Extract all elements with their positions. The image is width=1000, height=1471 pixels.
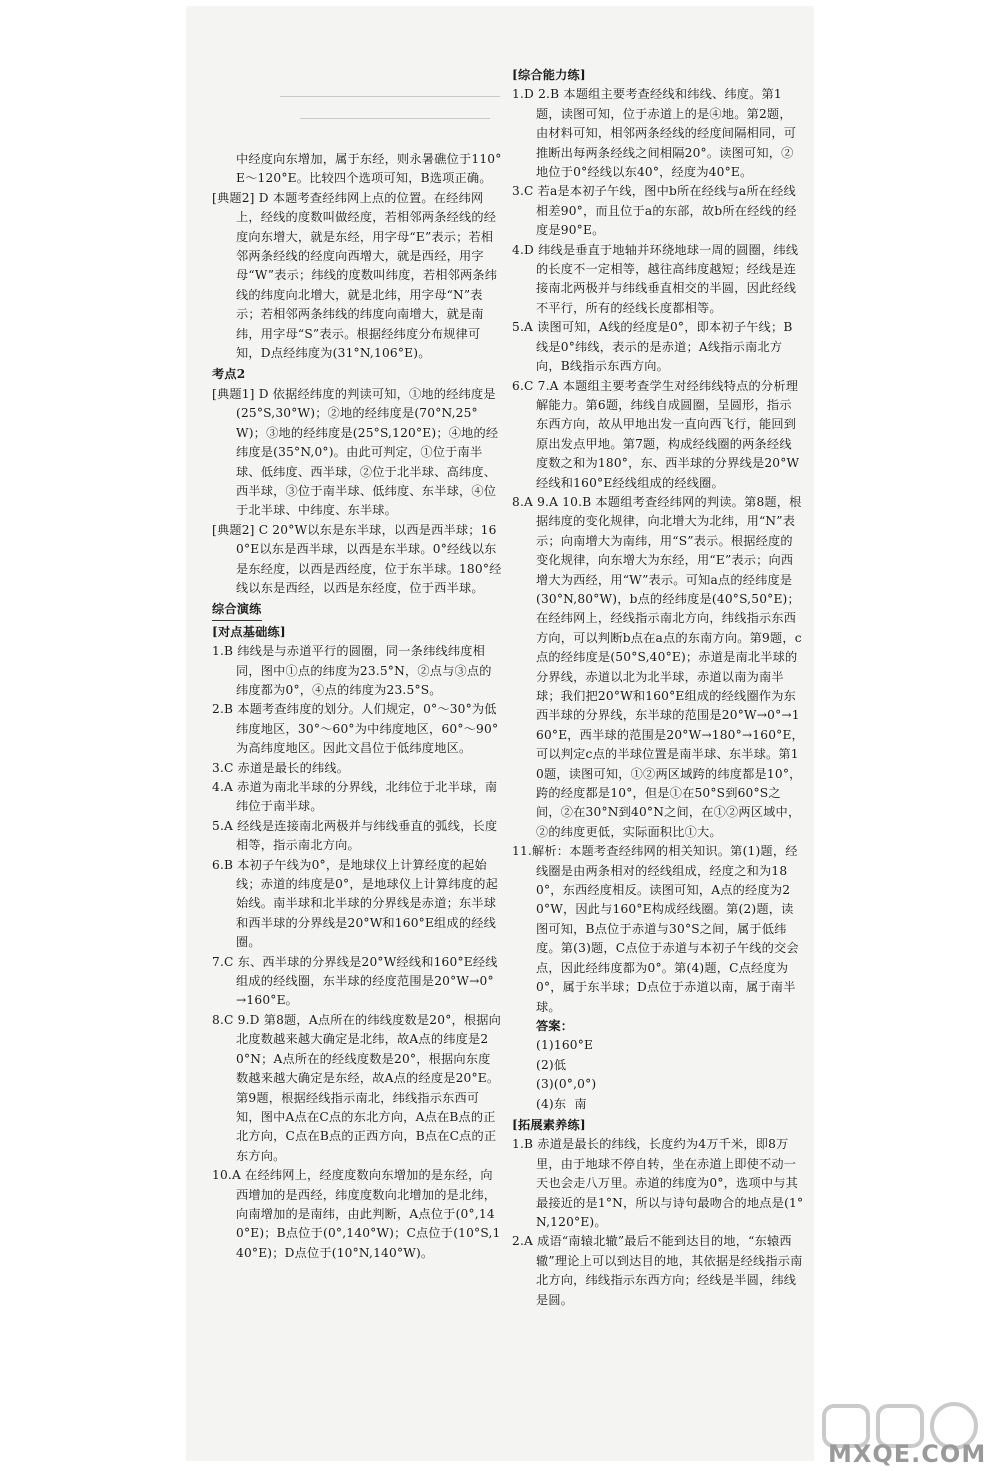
- answer-part: (4)东 南: [536, 1096, 587, 1111]
- section-basic-practice: [对点基础练]: [212, 624, 286, 639]
- answer-item: 6.B 本初子午线为0°，是地球仪上计算经度的起始线；赤道的纬度是0°，是地球仪上计算纬度的起始线。南半球和北半球的分界线是赤道；东半球和西半球的分界线是20°W和160°E组成的经线圈。: [212, 857, 498, 950]
- section-extension-practice: [拓展素养练]: [512, 1117, 586, 1132]
- answer-part: (1)160°E: [536, 1038, 594, 1053]
- right-column: [512, 64, 804, 1310]
- section-comprehensive-practice: 综合演练: [212, 600, 262, 620]
- answer-part: (3)(0°,0°): [536, 1077, 597, 1092]
- answer-item: 7.C 东、西半球的分界线是20°W经线和160°E经线组成的经线圈，东半球的经度范围是20°W→0°→160°E。: [212, 954, 498, 1008]
- answer-item: 8.C 9.D 第8题，A点所在的纬线度数是20°，根据向北度数越来越大确定是北纬，故A点的纬度是20°N；A点所在的经线度数是20°，根据向东度数越来越大确定是东经，故A点的经度是20°E。第9题，根据经线指示南北，纬线指示东西可知，图中A点在C点的东北方向，A点在B点的正北方向，C点在B点的正西方向，B点在C点的正东方向。: [212, 1012, 502, 1163]
- k2-example-1-answer: [典题1] D 依据经纬度的判读可知，①地的经纬度是(25°S,30°W)；②地的经纬度是(70°N,25°W)；③地的经纬度是(25°S,120°E)；④地的经纬度是(35°N,0°)。由此可判定，①位于南半球、低纬度、西半球，②位于北半球、高纬度、西半球，③位于南半球、低纬度、东半球，④位于北半球、中纬度、东半球。: [212, 386, 499, 518]
- answer-part: (2)低: [536, 1057, 567, 1072]
- answer-item: 3.C 赤道是最长的纬线。: [212, 760, 350, 775]
- scan-artifact: [300, 118, 490, 119]
- answer-label: 答案：: [536, 1018, 574, 1033]
- answer-item: 2.A 成语“南辕北辙”最后不能到达目的地，“东辕西辙”理论上可以到达目的地，其依据是经线指示南北方向，纬线指示东西方向；经线是半圆，纬线是圆。: [512, 1234, 803, 1307]
- scan-artifact: [280, 96, 500, 97]
- answer-item: 3.C 若a是本初子午线，图中b所在经线与a所在经线相差90°，而且位于a的东部，故b所在经线的经度是90°E。: [512, 184, 797, 238]
- answer-item: 5.A 读图可知，A线的经度是0°，即本初子午线；B线是0°纬线，表示的是赤道；A线指示南北方向，B线指示东西方向。: [512, 320, 793, 374]
- answer-item: 1.D 2.B 本题组主要考查经线和纬线、纬度。第1题，读图可知，位于赤道上的是④地。第2题，由材料可知，相邻两条经线的经度间隔相同，可推断出每两条经线之间相隔20°。读图可知，②地位于0°经线以东40°，经度为40°E。: [512, 87, 797, 180]
- example-2-answer: [典题2] D 本题考查经纬网上点的位置。在经纬网上，经线的度数叫做经度，若相邻两条经线的经度向东增大，就是东经，用字母“E”表示；若相邻两条经线的经度向西增大，就是西经，用字母“W”表示；纬线的度数叫纬度，若相邻两条纬线的纬度向北增大，就是北纬，用字母“N”表示；若相邻两条纬线的纬度向南增大，就是南纬，用字母“S”表示。根据经纬度分布规律可知，D点经纬度为(31°N,106°E)。: [212, 190, 498, 361]
- left-column: [212, 150, 502, 1263]
- section-ability-practice: [综合能力练]: [512, 68, 586, 82]
- intro-paragraph: 中经度向东增加，属于东经，则永暑礁位于110°E～120°E。比较四个选项可知，B选项正确。: [236, 152, 502, 186]
- answer-item: 5.A 经线是连接南北两极并与纬线垂直的弧线，长度相等，指示南北方向。: [212, 818, 498, 853]
- watermark-text: MXQE.COM: [828, 1440, 987, 1468]
- k2-example-2-answer: [典题2] C 20°W以东是东半球，以西是西半球；160°E以东是西半球，以西是东半球。0°经线以东是东经度，以西是西经度，位于东半球。180°经线以东是西经，以西是东经度，位于西半球。: [212, 522, 502, 595]
- answer-item: 8.A 9.A 10.B 本题组考查经纬网的判读。第8题，根据纬度的变化规律，向北增大为北纬，用“N”表示；向南增大为南纬，用“S”表示。根据经度的变化规律，向东增大为东经，用“E”表示；向西增大为西经，用“W”表示。可知a点的经纬度是(30°N,80°W)，b点的经纬度是(40°S,50°E)；在经纬网上，经线指示南北方向，纬线指示东西方向，可以判断b点在a点的东南方向。第9题，c点的经纬度是(50°S,40°E)；赤道是南北半球的分界线，赤道以北为北半球，赤道以南为南半球；我们把20°W和160°E组成的经线圈作为东西半球的分界线，东半球的范围是20°W→0°→160°E，西半球的范围是20°W→180°→160°E，可以判定c点的半球位置是南半球、东半球。第10题，读图可知，①②两区域跨的纬度都是10°，跨的经度都是10°，但是①在50°S到60°S之间，②在30°N到40°N之间，在①②两区域中，②的纬度更低，实际面积比①大。: [512, 494, 804, 839]
- answer-item: 4.A 赤道为南北半球的分界线，北纬位于北半球，南纬位于南半球。: [212, 780, 498, 814]
- answer-item: 1.B 赤道是最长的纬线，长度约为4万千米，即8万里，由于地球不停自转，坐在赤道上即使不动一天也会走八万里。赤道的纬度为0°，选项中与其最接近的是1°N，所以与诗句最吻合的地点是(1°N,120°E)。: [512, 1137, 804, 1229]
- section-kaodian-2: 考点2: [212, 367, 246, 382]
- answer-item: 11.解析：本题考查经纬网的相关知识。第(1)题，经线圈是由两条相对的经线组成，经度之和为180°，东西经度相反。读图可知，A点的经度为20°W，因此与160°E构成经线圈。第(2)题，读图可知，B点位于赤道与30°S之间，属于低纬度。第(3)题，C点位于赤道与本初子午线的交会点，因此经纬度都为0°。第(4)题，C点经度为0°，属于东半球；D点位于赤道以南，属于南半球。: [512, 844, 799, 1014]
- answer-item: 6.C 7.A 本题组主要考查学生对经纬线特点的分析理解能力。第6题，纬线自成圆圈，呈圆形，指示东西方向，故从甲地出发一直向西飞行，能回到原出发点甲地。第7题，构成经线圈的两条经线度数之和为180°，东、西半球的分界线是20°W经线和160°E经线组成的经线圈。: [512, 378, 800, 490]
- answer-item: 10.A 在经纬网上，经度度数向东增加的是东经，向西增加的是西经，纬度度数向北增加的是北纬，向南增加的是南纬，由此判断，A点位于(0°,140°E)；B点位于(0°,140°W)；C点位于(10°S,140°E)；D点位于(10°N,140°W)。: [212, 1168, 501, 1260]
- answer-item: 4.D 纬线是垂直于地轴并环绕地球一周的圆圈，纬线的长度不一定相等，越往高纬度越短；经线是连接南北两极并与纬线垂直相交的半圆，因此经线不平行，所有的经线长度都相等。: [512, 242, 799, 315]
- answer-item: 2.B 本题考查纬度的划分。人们规定，0°～30°为低纬度地区，30°～60°为中纬度地区，60°～90°为高纬度地区。因此文昌位于低纬度地区。: [212, 702, 499, 756]
- answer-item: 1.B 纬线是与赤道平行的圆圈，同一条纬线纬度相同，图中①点的纬度为23.5°N，②点与③点的纬度都为0°，④点的纬度为23.5°S。: [212, 644, 492, 697]
